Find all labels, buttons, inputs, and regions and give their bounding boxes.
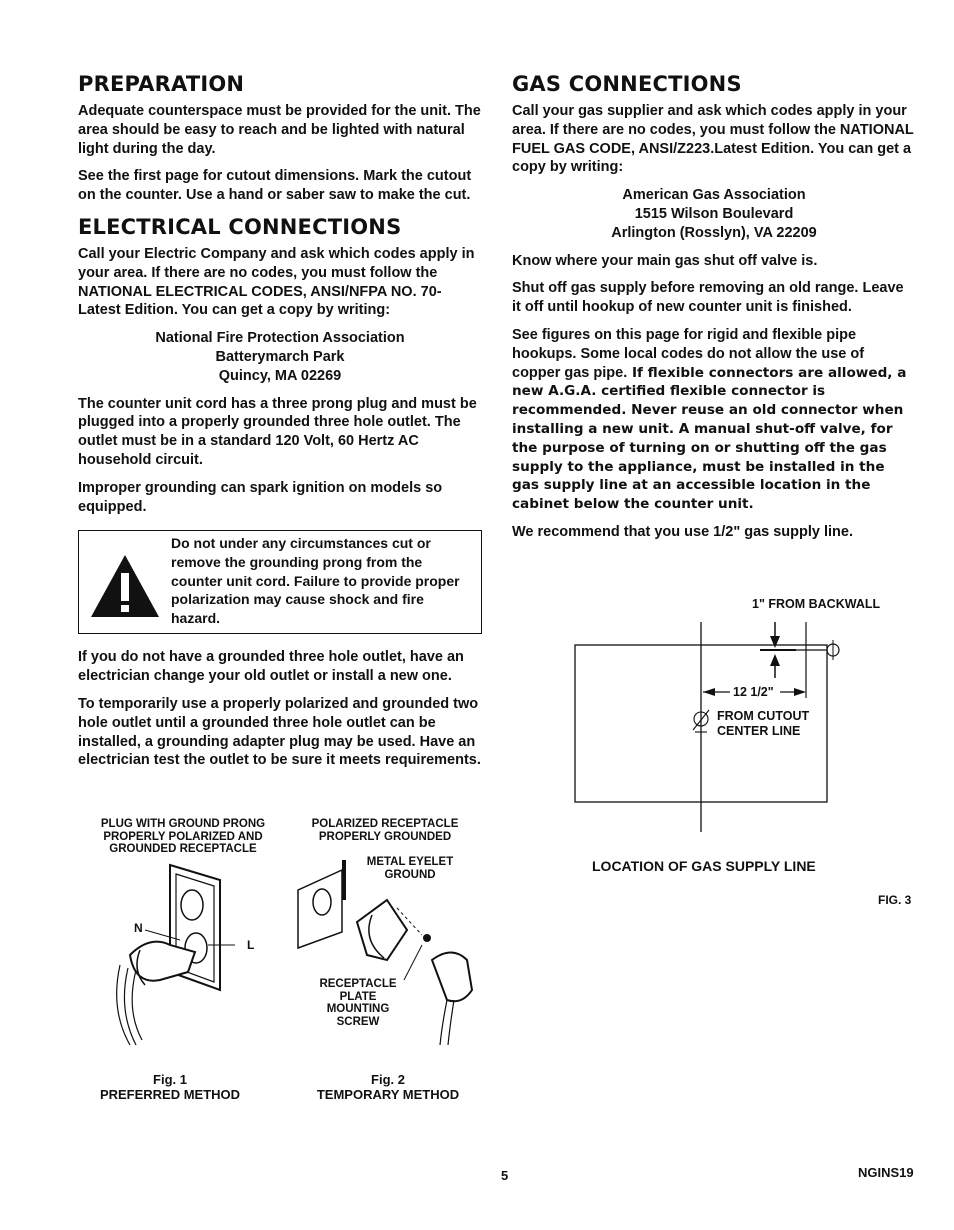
- gas-heading: GAS CONNECTIONS: [512, 72, 742, 96]
- fig2-eyelet-line: METAL EYELET: [366, 856, 454, 868]
- fig3-center-line-1: FROM CUTOUT: [717, 709, 810, 723]
- fig2-method: TEMPORARY METHOD: [316, 1087, 460, 1102]
- fig2-number: Fig. 2: [371, 1072, 405, 1087]
- gas-paragraph-4-normal: See figures on this page for rigid and flexible pipe hookups. Some local codes do not allow the use of copper gas pipe.: [512, 326, 865, 381]
- grounded-receptacle-illustration: [100, 860, 260, 1050]
- document-code: NGINS19: [858, 1165, 914, 1180]
- electrical-paragraph-5: To temporarily use a properly polarized and grounded two hole outlet until a grounded three hole outlet can be installed, a grounding adapter plug may be used. Have an electrician test the outlet to be sure it meets requirements.: [78, 695, 481, 769]
- electrical-paragraph-1: Call your Electric Company and ask which codes apply in your area. If there are no codes, you must follow the NATIONAL ELECTRICAL CODES, ANSI/NFPA NO. 70-Latest Edition. You can get a copy by writing:: [78, 245, 475, 319]
- electrical-address: [78, 329, 482, 385]
- right-column: [512, 72, 916, 551]
- fig2-screw-line: PLATE: [339, 990, 377, 1003]
- fig1-number: Fig. 1: [153, 1072, 187, 1087]
- gas-paragraph-4-bold: If flexible connectors are allowed, a new A.G.A. certified flexible connector is recommended. Never reuse an old connector when installing a new unit. A manual shut-off valve, for the purpose of turning on or shutting off the gas supply to the appliance, must be installed in the gas supply line at an accessible location in the cabinet below the counter unit.: [512, 364, 907, 513]
- fig3-dimension-label: 12 1/2": [733, 685, 774, 699]
- address-line: American Gas Association: [622, 187, 806, 204]
- preparation-paragraph-2: See the first page for cutout dimensions. Mark the cutout on the counter. Use a hand or saber saw to make the cut.: [78, 168, 472, 204]
- electrical-paragraph-2: The counter unit cord has a three prong plug and must be plugged into a properly grounded three hole outlet. The outlet must be in a standard 120 Volt, 60 Hertz AC household circuit.: [78, 395, 477, 468]
- gas-paragraph-3: Shut off gas supply before removing an old range. Leave it off until hookup of new counter unit is finished.: [512, 280, 904, 316]
- address-line: National Fire Protection Association: [155, 330, 405, 347]
- electrical-paragraph-3: Improper grounding can spark ignition on models so equipped.: [78, 479, 443, 515]
- fig1-label-line: GROUNDED RECEPTACLE: [109, 843, 257, 855]
- address-line: Arlington (Rosslyn), VA 22209: [611, 224, 817, 241]
- fig1-method: PREFERRED METHOD: [99, 1087, 241, 1102]
- fig2-caption: [308, 1072, 468, 1102]
- fig2-screw-line: MOUNTING: [326, 1003, 390, 1015]
- gas-address: [512, 186, 916, 242]
- fig3-number: FIG. 3: [878, 893, 912, 907]
- address-line: Quincy, MA 02269: [218, 367, 342, 384]
- warning-box: [78, 530, 482, 634]
- fig2-label: [300, 818, 470, 843]
- fig2-screw-line: SCREW: [336, 1015, 380, 1028]
- electrical-heading: ELECTRICAL CONNECTIONS: [78, 214, 402, 239]
- address-line: 1515 Wilson Boulevard: [634, 205, 794, 222]
- warning-text: Do not under any circumstances cut or remove the grounding prong from the counter unit cord. Failure to provide proper polarization may cause shock and fire hazard.: [171, 535, 460, 626]
- fig2-screw-label: [312, 978, 404, 1028]
- fig3-caption: LOCATION OF GAS SUPPLY LINE: [592, 858, 816, 874]
- left-column: [78, 72, 482, 779]
- fig2-screw-line: RECEPTACLE: [319, 978, 397, 990]
- preparation-paragraph-1: Adequate counterspace must be provided for the unit. The area should be easy to reach and be lighted with natural light during the day.: [78, 103, 481, 157]
- fig1-n-label: N: [134, 921, 143, 935]
- page-number: 5: [501, 1168, 509, 1183]
- address-line: Batterymarch Park: [215, 348, 345, 365]
- gas-paragraph-2: Know where your main gas shut off valve is.: [512, 252, 818, 269]
- fig2-label-line: POLARIZED RECEPTACLE: [311, 818, 459, 830]
- preparation-heading: PREPARATION: [78, 72, 245, 96]
- fig1-label-line: PROPERLY POLARIZED AND: [103, 830, 263, 843]
- gas-paragraph-1: Call your gas supplier and ask which codes apply in your area. If there are no codes, you must follow the NATIONAL FUEL GAS CODE, ANSI/Z223.Latest Edition. You can get a copy by writing:: [512, 103, 914, 176]
- fig2-eyelet-line: GROUND: [384, 868, 436, 881]
- warning-icon: [89, 553, 161, 619]
- fig1-label: [88, 818, 278, 856]
- fig3-center-line-2: CENTER LINE: [717, 724, 801, 738]
- gas-paragraph-5: We recommend that you use 1/2" gas supply line.: [512, 523, 854, 540]
- electrical-paragraph-4: If you do not have a grounded three hole outlet, have an electrician change your old outlet or install a new one.: [78, 649, 464, 685]
- gas-paragraph-4: [512, 326, 916, 514]
- fig1-l-label: L: [247, 938, 255, 952]
- fig1-label-line: PLUG WITH GROUND PRONG: [100, 818, 266, 830]
- fig3-center-label: [717, 709, 809, 739]
- fig3-backwall-label: 1" FROM BACKWALL: [752, 597, 881, 611]
- fig2-label-line: PROPERLY GROUNDED: [318, 830, 452, 843]
- fig1-caption: [95, 1072, 245, 1102]
